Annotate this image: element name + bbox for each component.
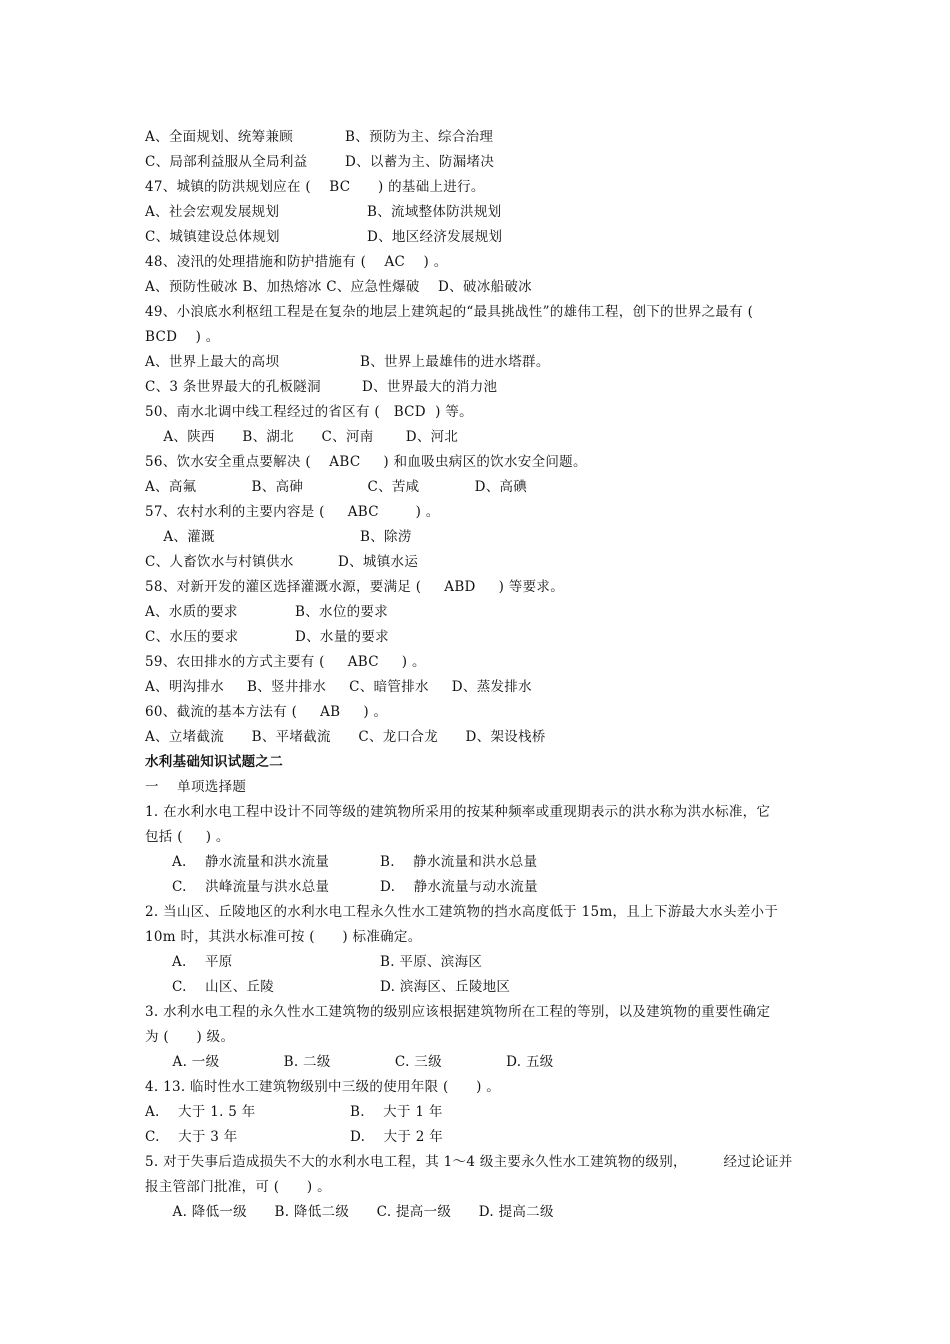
question-47: 47、城镇的防洪规划应在 ( BC ) 的基础上进行。 <box>145 179 485 195</box>
text-line: 报主管部门批准，可 ( ) 。 <box>145 1179 331 1195</box>
text-line: A、世界上最大的高坝 <box>145 354 280 370</box>
question-58: 58、对新开发的灌区选择灌溉水源，要满足 ( ABD ) 等要求。 <box>145 579 564 595</box>
question-3: 3. 水利水电工程的永久性水工建筑物的级别应该根据建筑物所在工程的等别，以及建筑物的重要性确定 <box>145 1004 771 1020</box>
text-line: BCD ) 。 <box>145 329 220 345</box>
question-5: 5. 对于失事后造成损失不大的水利水电工程，其 1～4 级主要永久性水工建筑物的级别， 经过论证并 <box>145 1154 793 1170</box>
option-a: A. 大于 1. 5 年 <box>145 1104 256 1120</box>
text-line: A. 降低一级 B. 降低二级 C. 提高一级 D. 提高二级 <box>145 1204 554 1220</box>
text-line: 为 ( ) 级。 <box>145 1029 235 1045</box>
text-line: A、高氟 B、高砷 C、苦咸 D、高碘 <box>145 479 528 495</box>
option-b: B、水位的要求 <box>295 604 389 620</box>
option-c: C. 山区、丘陵 <box>172 979 275 995</box>
option-d: D、以蓄为主、防漏堵决 <box>345 154 495 170</box>
section-subtitle: 一 单项选择题 <box>145 779 247 795</box>
option-a: A. 静水流量和洪水流量 <box>172 854 330 870</box>
text-line: C、3 条世界最大的孔板隧洞 <box>145 379 321 395</box>
question-48: 48、凌汛的处理措施和防护措施有 ( AC ) 。 <box>145 254 448 270</box>
text-line: A、灌溉 <box>145 529 215 545</box>
option-b: B、流域整体防洪规划 <box>367 204 502 220</box>
text-line: A、明沟排水 B、竖井排水 C、暗管排水 D、蒸发排水 <box>145 679 532 695</box>
question-4: 4. 13. 临时性水工建筑物级别中三级的使用年限 ( ) 。 <box>145 1079 501 1095</box>
question-2: 2. 当山区、丘陵地区的水利水电工程永久性水工建筑物的挡水高度低于 15m，且上下游最大水头差小于 <box>145 904 779 920</box>
section-title: 水利基础知识试题之二 <box>145 754 283 770</box>
option-c: C. 大于 3 年 <box>145 1129 238 1145</box>
option-a: A. 平原 <box>172 954 233 970</box>
question-50: 50、南水北调中线工程经过的省区有 ( BCD ) 等。 <box>145 404 473 420</box>
question-60: 60、截流的基本方法有 ( AB ) 。 <box>145 704 388 720</box>
option-c: C. 洪峰流量与洪水总量 <box>172 879 330 895</box>
text-line: C、局部利益服从全局利益 <box>145 154 308 170</box>
text-line: A、预防性破冰 B、加热熔冰 C、应急性爆破 D、破冰船破冰 <box>145 279 532 295</box>
option-b: B. 大于 1 年 <box>350 1104 443 1120</box>
option-d: D、水量的要求 <box>295 629 389 645</box>
text-line: A、社会宏观发展规划 <box>145 204 280 220</box>
text-line: 10m 时，其洪水标准可按 ( ) 标准确定。 <box>145 929 422 945</box>
text-line: A、水质的要求 <box>145 604 238 620</box>
text-line: C、人畜饮水与村镇供水 <box>145 554 294 570</box>
question-49: 49、小浪底水利枢纽工程是在复杂的地层上建筑起的“最具挑战性”的雄伟工程，创下的世界之最有 ( <box>145 304 754 320</box>
text-line: C、水压的要求 <box>145 629 239 645</box>
text-line: C、城镇建设总体规划 <box>145 229 280 245</box>
option-d: D. 滨海区、丘陵地区 <box>380 979 511 995</box>
option-d: D. 大于 2 年 <box>350 1129 444 1145</box>
text-line: A、陕西 B、湖北 C、河南 D、河北 <box>145 429 459 445</box>
text-line: A、全面规划、统筹兼顾 <box>145 129 294 145</box>
option-d: D. 静水流量与动水流量 <box>380 879 538 895</box>
text-line: 包括 ( ) 。 <box>145 829 230 845</box>
option-d: D、地区经济发展规划 <box>367 229 503 245</box>
option-d: D、世界最大的消力池 <box>362 379 498 395</box>
question-59: 59、农田排水的方式主要有 ( ABC ) 。 <box>145 654 426 670</box>
option-b: B. 静水流量和洪水总量 <box>380 854 538 870</box>
text-line: A. 一级 B. 二级 C. 三级 D. 五级 <box>145 1054 554 1070</box>
text-line: A、立堵截流 B、平堵截流 C、龙口合龙 D、架设栈桥 <box>145 729 546 745</box>
option-b: B、除涝 <box>360 529 412 545</box>
question-56: 56、饮水安全重点要解决 ( ABC ) 和血吸虫病区的饮水安全问题。 <box>145 454 587 470</box>
question-1: 1. 在水利水电工程中设计不同等级的建筑物所采用的按某种频率或重现期表示的洪水称为洪水标准，它 <box>145 804 771 820</box>
option-b: B. 平原、滨海区 <box>380 954 483 970</box>
option-b: B、世界上最雄伟的进水塔群。 <box>360 354 550 370</box>
option-b: B、预防为主、综合治理 <box>345 129 494 145</box>
question-57: 57、农村水利的主要内容是 ( ABC ) 。 <box>145 504 440 520</box>
option-d: D、城镇水运 <box>338 554 419 570</box>
